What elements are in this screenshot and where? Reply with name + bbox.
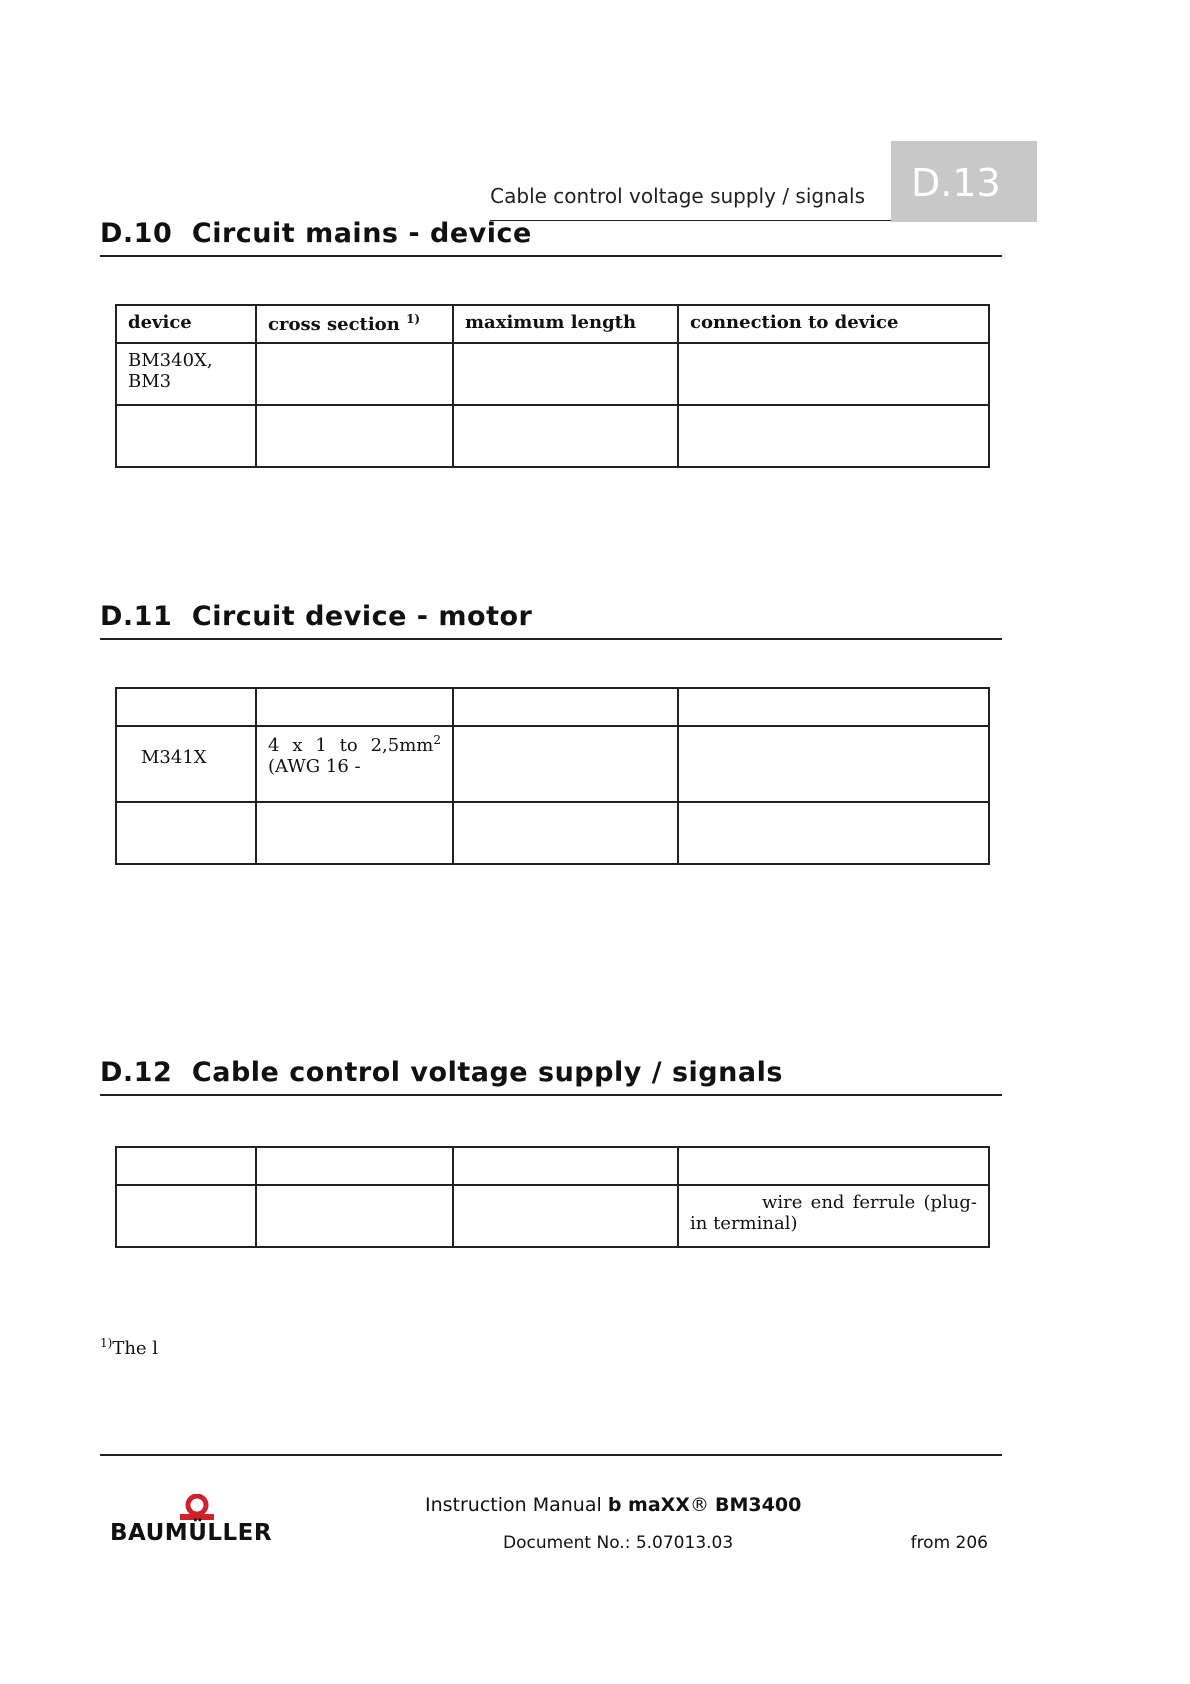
section-heading (100, 601, 1002, 640)
column-header-cross-section (256, 305, 453, 343)
chapter-tab (891, 141, 1037, 222)
section-number: D.11 (100, 601, 173, 632)
section-title: Circuit mains - device (191, 218, 532, 249)
cell-text-line (268, 733, 441, 756)
running-title: Cable control voltage supply / signals (490, 184, 865, 208)
column-header-device: device (116, 305, 256, 343)
table-cell (256, 405, 453, 467)
table-row (116, 343, 989, 405)
footnote-reference: 1) (406, 312, 421, 326)
table-header-row (116, 305, 989, 343)
table-cell (678, 1147, 989, 1185)
table-cell (256, 343, 453, 405)
section-title: Cable control voltage supply / signals (191, 1057, 783, 1088)
table-cell (256, 1185, 453, 1247)
circuit-mains-table (115, 304, 990, 468)
baumuller-logo (110, 1494, 286, 1550)
manual-prefix: Instruction Manual (425, 1494, 602, 1516)
section-title: Circuit device - motor (191, 601, 533, 632)
table-header-row (116, 688, 989, 726)
table-cell (256, 688, 453, 726)
table-cell (453, 405, 678, 467)
table-cell (116, 802, 256, 864)
table-cell (256, 802, 453, 864)
cross-section-value: 4 x 1 to 2,5mm (268, 735, 434, 756)
footnote-text: The l (112, 1338, 159, 1359)
section-d10 (100, 218, 1002, 392)
table-row (116, 405, 989, 467)
document-number: Document No.: 5.07013.03 (503, 1533, 734, 1553)
column-header-connection: connection to device (678, 305, 989, 343)
manual-model: BM3400 (715, 1494, 802, 1516)
table-cell (678, 405, 989, 467)
section-number: D.10 (100, 218, 173, 249)
footnote-marker: 1) (100, 1336, 113, 1350)
section-heading (100, 1057, 1002, 1096)
section-heading (100, 218, 1002, 257)
column-header-text: cross section (268, 314, 400, 335)
table-cell (678, 802, 989, 864)
column-header-maximum-length: maximum length (453, 305, 678, 343)
table-cell (256, 1147, 453, 1185)
circuit-device-motor-table (115, 687, 990, 865)
table-row (116, 726, 989, 802)
cell-text-line: (AWG 16 - (268, 756, 361, 777)
footer-rule (100, 1454, 1002, 1456)
table-cell (116, 688, 256, 726)
table-cell (116, 1147, 256, 1185)
table-cell (116, 343, 256, 405)
logo-text: BAUMÜLLER (110, 1520, 273, 1546)
running-header (0, 0, 1190, 230)
chapter-number: D.13 (911, 161, 1001, 205)
superscript: 2 (433, 733, 441, 747)
footer-manual-title (425, 1494, 801, 1516)
table-cell: M341X (116, 726, 256, 802)
table-cell: wire end ferrule (plug-in terminal) (678, 1185, 989, 1247)
section-number: D.12 (100, 1057, 173, 1088)
table-cell (453, 688, 678, 726)
section-d11 (100, 601, 1002, 777)
cell-text: BM340X, BM3 (128, 350, 213, 392)
table-cell (453, 1147, 678, 1185)
footnote (100, 1336, 158, 1359)
table-cell (453, 802, 678, 864)
table-cell (116, 1185, 256, 1247)
table-cell (116, 405, 256, 467)
table-cell (678, 726, 989, 802)
section-d12 (100, 1057, 1002, 1234)
table-cell (453, 726, 678, 802)
page-count: from 206 (910, 1533, 988, 1553)
table-row (116, 1185, 989, 1247)
table-row (116, 802, 989, 864)
table-header-row (116, 1147, 989, 1185)
table-cell (453, 1185, 678, 1247)
registered-mark: ® (689, 1494, 709, 1516)
manual-name: b maXX (607, 1494, 690, 1516)
table-cell (678, 343, 989, 405)
cable-control-table (115, 1146, 990, 1248)
table-cell (678, 688, 989, 726)
logo-mark-icon (110, 1494, 286, 1522)
table-cell (256, 726, 453, 802)
table-cell (453, 343, 678, 405)
